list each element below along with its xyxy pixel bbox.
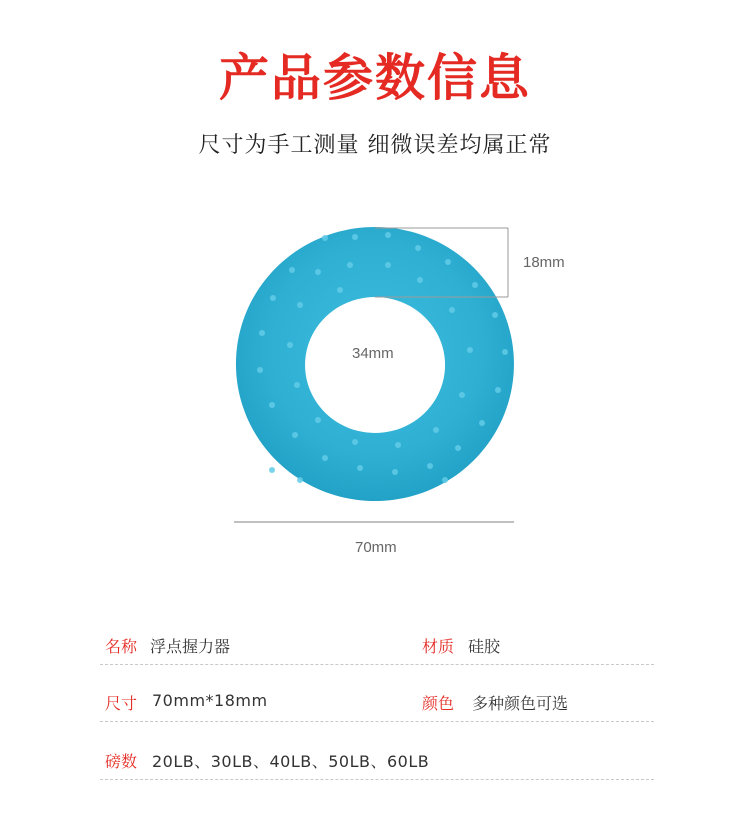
page-title: 产品参数信息 (219, 49, 531, 107)
spec-key-size: 尺寸 (105, 694, 138, 713)
product-figure (0, 190, 750, 570)
grip-ring-illustration (0, 190, 750, 570)
spec-val-weight: 20LB、30LB、40LB、50LB、60LB (152, 752, 430, 771)
spec-row-name-material (100, 624, 654, 665)
thickness-label: 18mm (523, 254, 565, 271)
inner-diameter-label: 34mm (352, 345, 394, 362)
spec-val-material: 硅胶 (468, 637, 501, 656)
spec-key-color: 颜色 (422, 694, 455, 713)
spec-val-name: 浮点握力器 (150, 637, 231, 656)
spec-key-material: 材质 (422, 637, 455, 656)
outer-diameter-label: 70mm (355, 539, 397, 556)
spec-val-color: 多种颜色可选 (472, 694, 569, 713)
grip-ring (236, 227, 514, 501)
spec-key-weight: 磅数 (105, 752, 138, 771)
spec-row-size-color (100, 681, 654, 722)
spec-row-weight (100, 739, 654, 780)
spec-val-size: 70mm*18mm (152, 691, 268, 710)
spec-key-name: 名称 (105, 637, 138, 656)
page-subtitle: 尺寸为手工测量 细微误差均属正常 (198, 133, 552, 158)
